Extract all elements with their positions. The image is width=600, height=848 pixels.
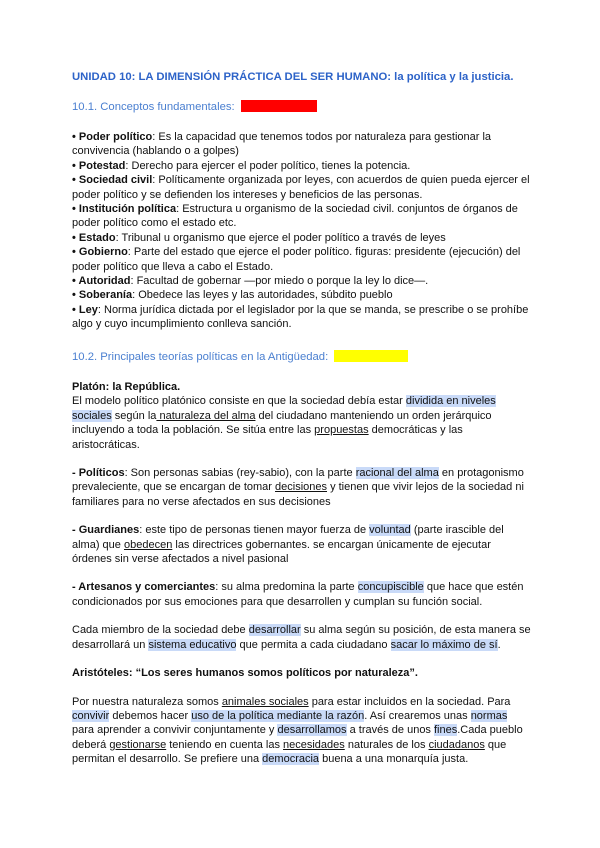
definition-text: Es la capacidad que tenemos todos por naturaleza para gestionar la convivencia (hablando o a golpes): [72, 131, 492, 158]
definition-term: • Poder político: [72, 131, 153, 143]
definition-term: • Potestad: [72, 159, 126, 172]
section-heading-theories: [72, 350, 408, 363]
definition-term: • Ley: [72, 303, 98, 316]
red-highlight-marker: [241, 100, 317, 112]
definition-item: • Autoridad: Facultad de gobernar —por miedo o porque la ley lo dice—.: [72, 275, 429, 288]
definition-term: • Soberanía: [72, 289, 133, 302]
artesanos-paragraph: - Artesanos y comerciantes: su alma predomina la parte concupiscible que hace que estén condicionados por sus emociones para que desarrollen y cumplan su función social.: [72, 581, 524, 608]
definition-item: • Gobierno: Parte del estado que ejerce el poder político. figuras: presidente (ejecución) del poder político que lleva a cabo el Estado.: [72, 246, 521, 273]
aristoteles-paragraph: Por nuestra naturaleza somos animales sociales para estar incluidos en la sociedad. Para convivir debemos hacer uso de la política mediante la razón. Así crearemos unas normas para aprender a convivir conjuntamente y desarrollamos a través de unos fines.Cada pueblo deberá gestionarse teniendo en cuenta las necesidades naturales de los ciudadanos que permitan el desarrollo. Se prefiere una democracia buena a una monarquía justa.: [72, 695, 523, 766]
page-title: UNIDAD 10: LA DIMENSIÓN PRÁCTICA DEL SER HUMANO: la política y la justicia.: [72, 71, 514, 83]
definition-text: Tribunal u organismo que ejerce el poder político a través de leyes: [121, 231, 446, 244]
definition-term: • Gobierno: [72, 246, 128, 259]
definition-item: • Poder político: Es la capacidad que tenemos todos por naturaleza para gestionar la convivencia (hablando o a golpes): [72, 131, 492, 158]
definition-term: • Estado: [72, 231, 116, 244]
definition-term: • Institución política: [72, 203, 177, 216]
definition-text: Estructura u organismo de la sociedad civil. conjuntos de órganos de poder político como el estado etc.: [72, 203, 518, 230]
definition-item: • Institución política: Estructura u organismo de la sociedad civil. conjuntos de órganos de poder político como el estado etc.: [72, 203, 518, 230]
definition-text: Obedece las leyes y las autoridades, súbdito pueblo: [138, 289, 393, 302]
definition-text: Políticamente organizada por leyes, con acuerdos de quien pueda ejercer el poder político y se defienden los intereses y beneficios de las personas.: [72, 174, 530, 201]
definitions-list: [72, 130, 532, 332]
section-heading-text: 10.2. Principales teorías políticas en la Antigüedad:: [72, 351, 329, 363]
yellow-highlight-marker: [334, 350, 408, 362]
definition-item: • Estado: Tribunal u organismo que ejerce el poder político a través de leyes: [72, 231, 446, 244]
definition-item: • Sociedad civil: Políticamente organizada por leyes, con acuerdos de quien pueda ejercer el poder político y se defienden los intereses y beneficios de las personas.: [72, 174, 530, 201]
politicos-paragraph: - Políticos: Son personas sabias (rey-sabio), con la parte racional del alma en protagonismo prevaleciente, que se encargan de tomar decisiones y tienen que vivir lejos de la sociedad ni familiares para no verse afectados en sus decisiones: [72, 467, 524, 508]
section-heading-concepts: [72, 100, 317, 113]
definition-text: Parte del estado que ejerce el poder político. figuras: presidente (ejecución) del poder político que lleva a cabo el Estado.: [72, 246, 521, 273]
definition-item: • Potestad: Derecho para ejercer el poder político, tienes la potencia.: [72, 159, 411, 172]
plato-paragraph: El modelo político platónico consiste en que la sociedad debía estar dividida en niveles sociales según la naturaleza del alma del ciudadano manteniendo un orden jerárquico incluyendo a toda la población. Se sitúa entre las propuestas democráticas y las aristocráticas.: [72, 395, 496, 451]
definition-term: • Sociedad civil: [72, 174, 153, 187]
aristoteles-heading: Aristóteles: “Los seres humanos somos políticos por naturaleza”.: [72, 667, 418, 680]
plato-heading: Platón: la República.: [72, 381, 181, 393]
education-paragraph: Cada miembro de la sociedad debe desarrollar su alma según su posición, de esta manera se desarrollará un sistema educativo que permita a cada ciudadano sacar lo máximo de sí.: [72, 624, 531, 651]
definition-term: • Autoridad: [72, 275, 131, 288]
definition-text: Norma jurídica dictada por el legislador por la que se manda, se prescribe o se prohíbe algo y cuyo incumplimiento conlleva sanción.: [72, 303, 529, 331]
definition-text: Derecho para ejercer el poder político, tienes la potencia.: [131, 159, 411, 172]
plato-section: [72, 380, 532, 767]
definition-text: Facultad de gobernar —por miedo o porque la ley lo dice—.: [136, 275, 429, 288]
section-heading-text: 10.1. Conceptos fundamentales:: [72, 101, 235, 113]
definition-item: • Soberanía: Obedece las leyes y las autoridades, súbdito pueblo: [72, 289, 393, 302]
definition-item: • Ley: Norma jurídica dictada por el legislador por la que se manda, se prescribe o se prohíbe algo y cuyo incumplimiento conlleva sanción.: [72, 303, 529, 331]
guardianes-paragraph: - Guardianes: este tipo de personas tienen mayor fuerza de voluntad (parte irascible del alma) que obedecen las directrices gobernantes. se encargan únicamente de ejecutar órdenes sin verse afectados a nivel pasional: [72, 524, 504, 566]
